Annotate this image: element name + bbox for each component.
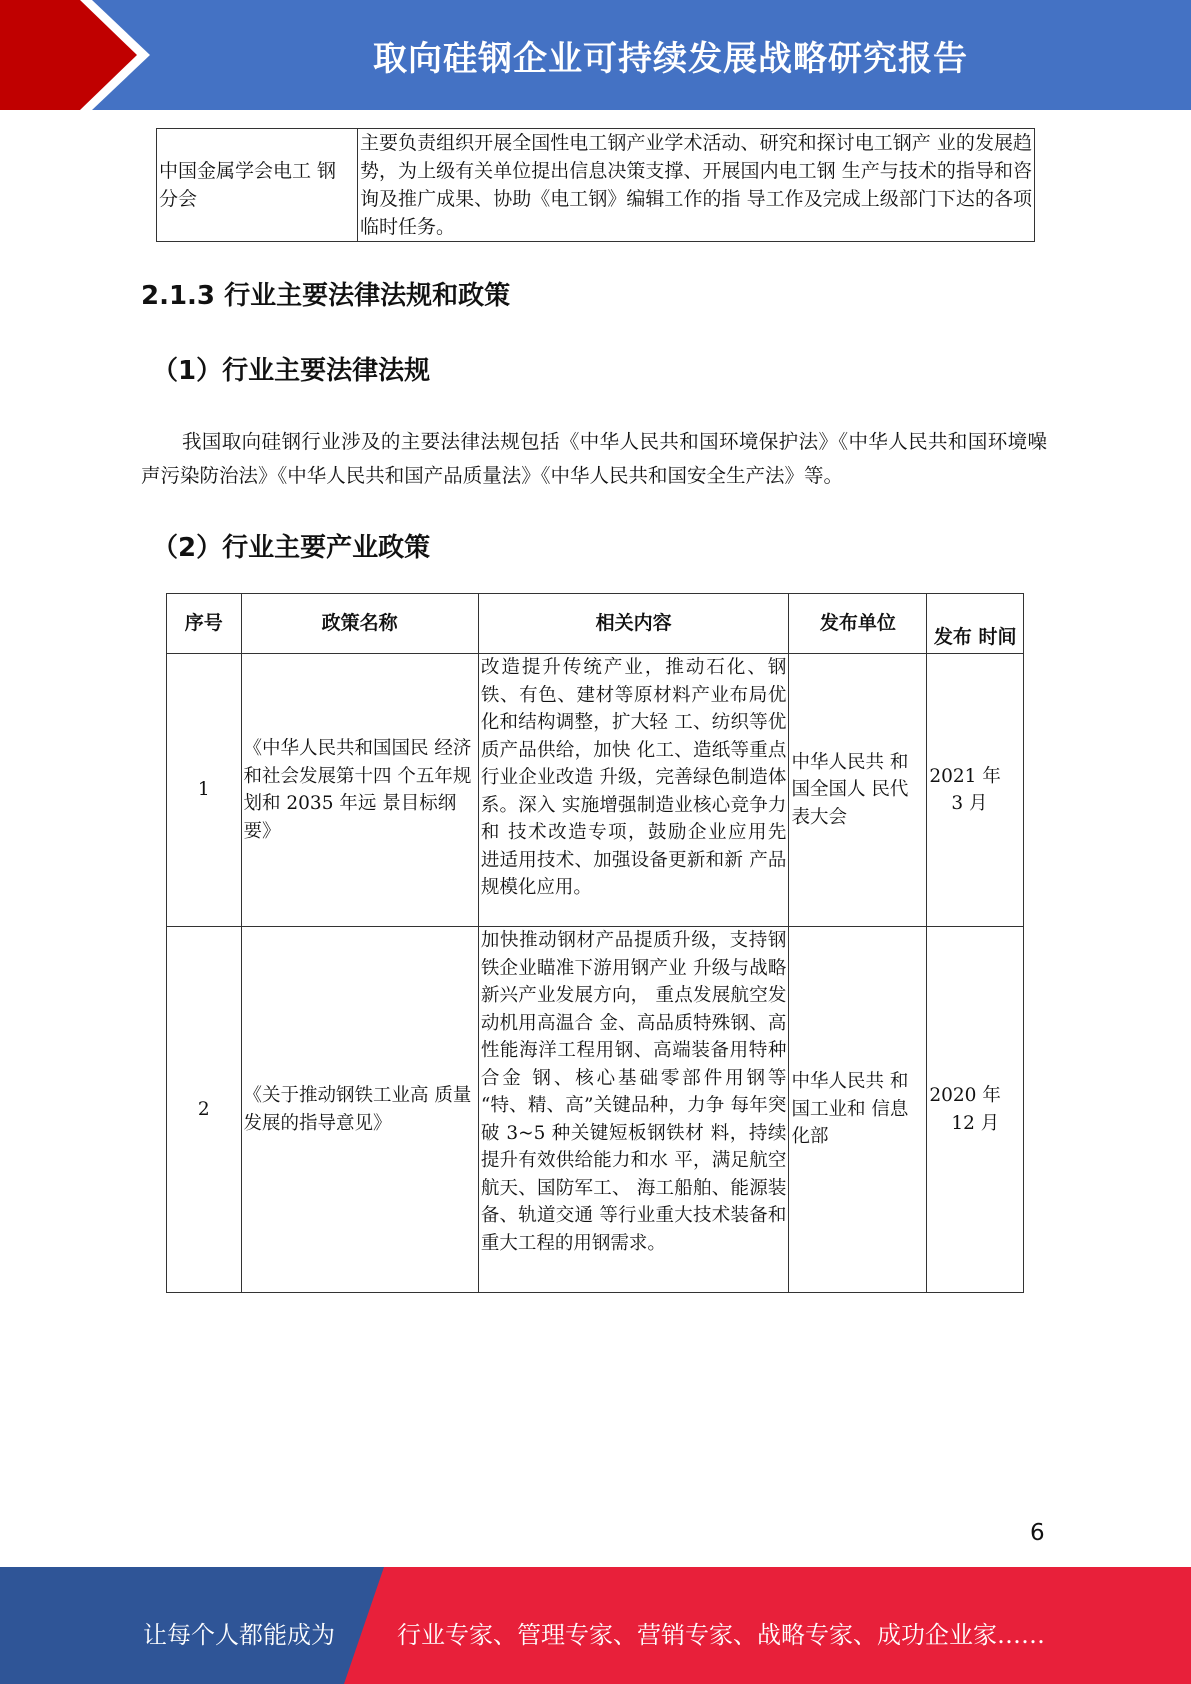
laws-heading: （1）行业主要法律法规 [152,356,431,386]
column-header-name: 政策名称 [241,594,478,654]
date-month: 3 月 [951,793,988,814]
table-header-row [167,594,1024,654]
table-row [167,654,1024,927]
column-header-content: 相关内容 [478,594,789,654]
footer-slogan-left: 让每个人都能成为 [143,1621,335,1649]
org-description: 主要负责组织开展全国性电工钢产业学术活动、研究和探讨电工钢产 业的发展趋势，为上级有关单位提出信息决策支撑、开展国内电工钢 生产与技术的指导和咨询及推广成果、协助《电工钢》编辑工作的指 导工作及完成上级部门下达的各项临时任务。 [358,129,1035,242]
page-number: 6 [1030,1520,1045,1546]
policy-table [166,593,1024,1293]
policy-content: 改造提升传统产业，推动石化、钢铁、有色、建材等原材料产业布局优化和结构调整，扩大轻 工、纺织等优质产品供给，加快 化工、造纸等重点行业企业改造 升级，完善绿色制造体系。深入 实施增强制造业核心竞争力和 技术改造专项，鼓励企业应用先 进适用技术、加强设备更新和新 产品规模化应用。 [478,654,789,927]
policy-issuer: 中华人民共 和国工业和 信息化部 [789,927,927,1293]
policy-date [927,654,1024,927]
column-header-date: 发布 时间 [927,594,1024,654]
header-banner [0,0,1191,110]
table-row [157,129,1035,242]
row-number: 2 [167,927,242,1293]
policies-heading: （2）行业主要产业政策 [152,533,431,563]
policy-content: 加快推动钢材产品提质升级，支持钢铁企业瞄准下游用钢产业 升级与战略新兴产业发展方向， 重点发展航空发动机用高温合 金、高品质特殊钢、高性能海洋工程用钢、高端装备用特种合金 钢、核心基础零部件用钢等 “特、精、高”关键品种，力争 每年突破 3~5 种关键短板钢铁材 料，持续提升有效供给能力和水 平，满足航空航天、国防军工、 海工船舶、能源装备、轨道交通 等行业重大技术装备和重大工程的用钢需求。 [478,927,789,1293]
section-heading: 2.1.3 行业主要法律法规和政策 [141,281,511,311]
date-year: 2020 年 [929,1085,1001,1106]
policy-name: 《关于推动钢铁工业高 质量发展的指导意见》 [241,927,478,1293]
date-year: 2021 年 [929,765,1001,787]
policy-date [927,927,1024,1293]
policy-name: 《中华人民共和国国民 经济和社会发展第十四 个五年规划和 2035 年远 景目标纲要》 [241,654,478,927]
report-title: 取向硅钢企业可持续发展战略研究报告 [373,38,968,79]
org-table [156,128,1035,242]
row-number: 1 [167,654,242,927]
date-month: 12 月 [951,1112,1000,1134]
org-name: 中国金属学会电工 钢分会 [157,129,358,242]
laws-paragraph: 我国取向硅钢行业涉及的主要法律法规包括《中华人民共和国环境保护法》《中华人民共和国环境噪声污染防治法》《中华人民共和国产品质量法》《中华人民共和国安全生产法》等。 [141,430,1047,487]
table-row [167,927,1024,1293]
footer-slogan-right: 行业专家、管理专家、营销专家、战略专家、成功企业家…… [397,1621,1045,1649]
footer-banner [0,1567,1191,1684]
column-header-issuer: 发布单位 [789,594,927,654]
column-header-no: 序号 [167,594,242,654]
policy-issuer: 中华人民共 和国全国人 民代表大会 [789,654,927,927]
